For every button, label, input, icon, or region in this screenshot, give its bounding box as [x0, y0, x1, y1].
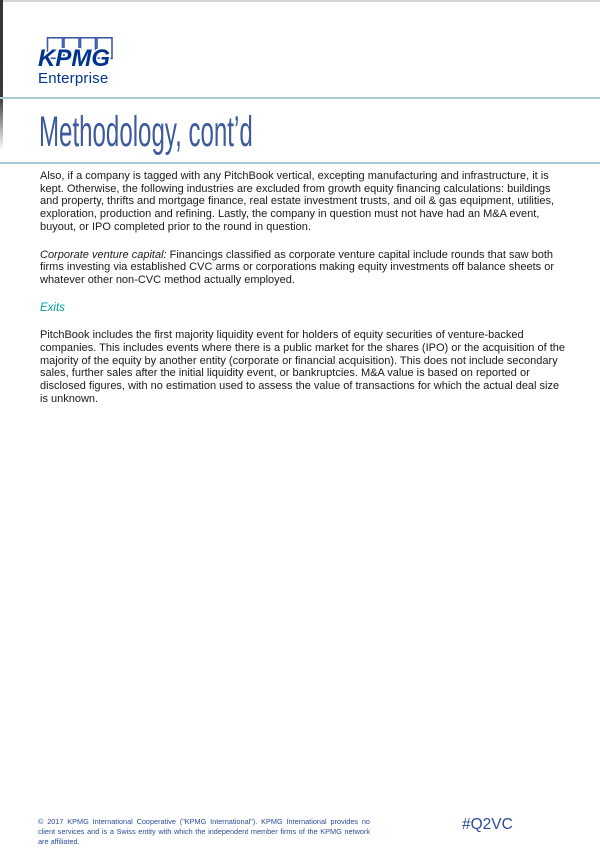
cvc-term: Corporate venture capital:: [40, 248, 167, 261]
page-left-edge: [0, 0, 3, 150]
page-top-edge: [0, 0, 600, 2]
enterprise-logo-text: Enterprise: [38, 70, 109, 87]
footer-copyright: © 2017 KPMG International Cooperative ("KPMG International"). KPMG International provides no client services and is a Swiss entity with which the independent member firms of the KPMG network are affiliated.: [38, 817, 370, 846]
paragraph-corporate-venture-capital: [40, 249, 568, 287]
kpmg-logo-icon: [38, 37, 116, 69]
exits-heading: Exits: [40, 301, 65, 314]
header-rule-top: [0, 97, 600, 99]
kpmg-enterprise-logo: [38, 37, 116, 87]
header-rule-bottom: [0, 162, 600, 164]
paragraph-exits: PitchBook includes the first majority liquidity event for holders of equity securities of venture-backed companies. This includes events where there is a public market for the shares (IPO) or the acquisition of the majority of the equity by another entity (corporate or financial acquisition). This does not include secondary sales, further sales after the initial liquidity event, or bankruptcies. M&A value is based on reported or disclosed figures, with no estimation used to assess the value of transactions for which the actual deal size is unknown.: [40, 329, 565, 405]
footer-hashtag: #Q2VC: [462, 816, 513, 833]
cvc-definition: Financings classified as corporate venture capital include rounds that saw both firms investing via established CVC arms or corporations making equity investments off balance sheets or whatever other non-CVC method actually employed.: [40, 248, 554, 286]
methodology-body: [40, 170, 568, 421]
kpmg-logo-text: KPMG: [38, 45, 110, 69]
paragraph-industries: Also, if a company is tagged with any PitchBook vertical, excepting manufacturing and infrastructure, it is kept. Otherwise, the following industries are excluded from growth equity financing calculations: buildings and property, thrifts and mortgage finance, real estate investment trusts, and oil & gas equipment, utilities, exploration, production and refining. Lastly, the company in question must not have had an M&A event, buyout, or IPO completed prior to the round in question.: [40, 170, 555, 233]
page-title: Methodology, cont’d: [39, 108, 253, 156]
